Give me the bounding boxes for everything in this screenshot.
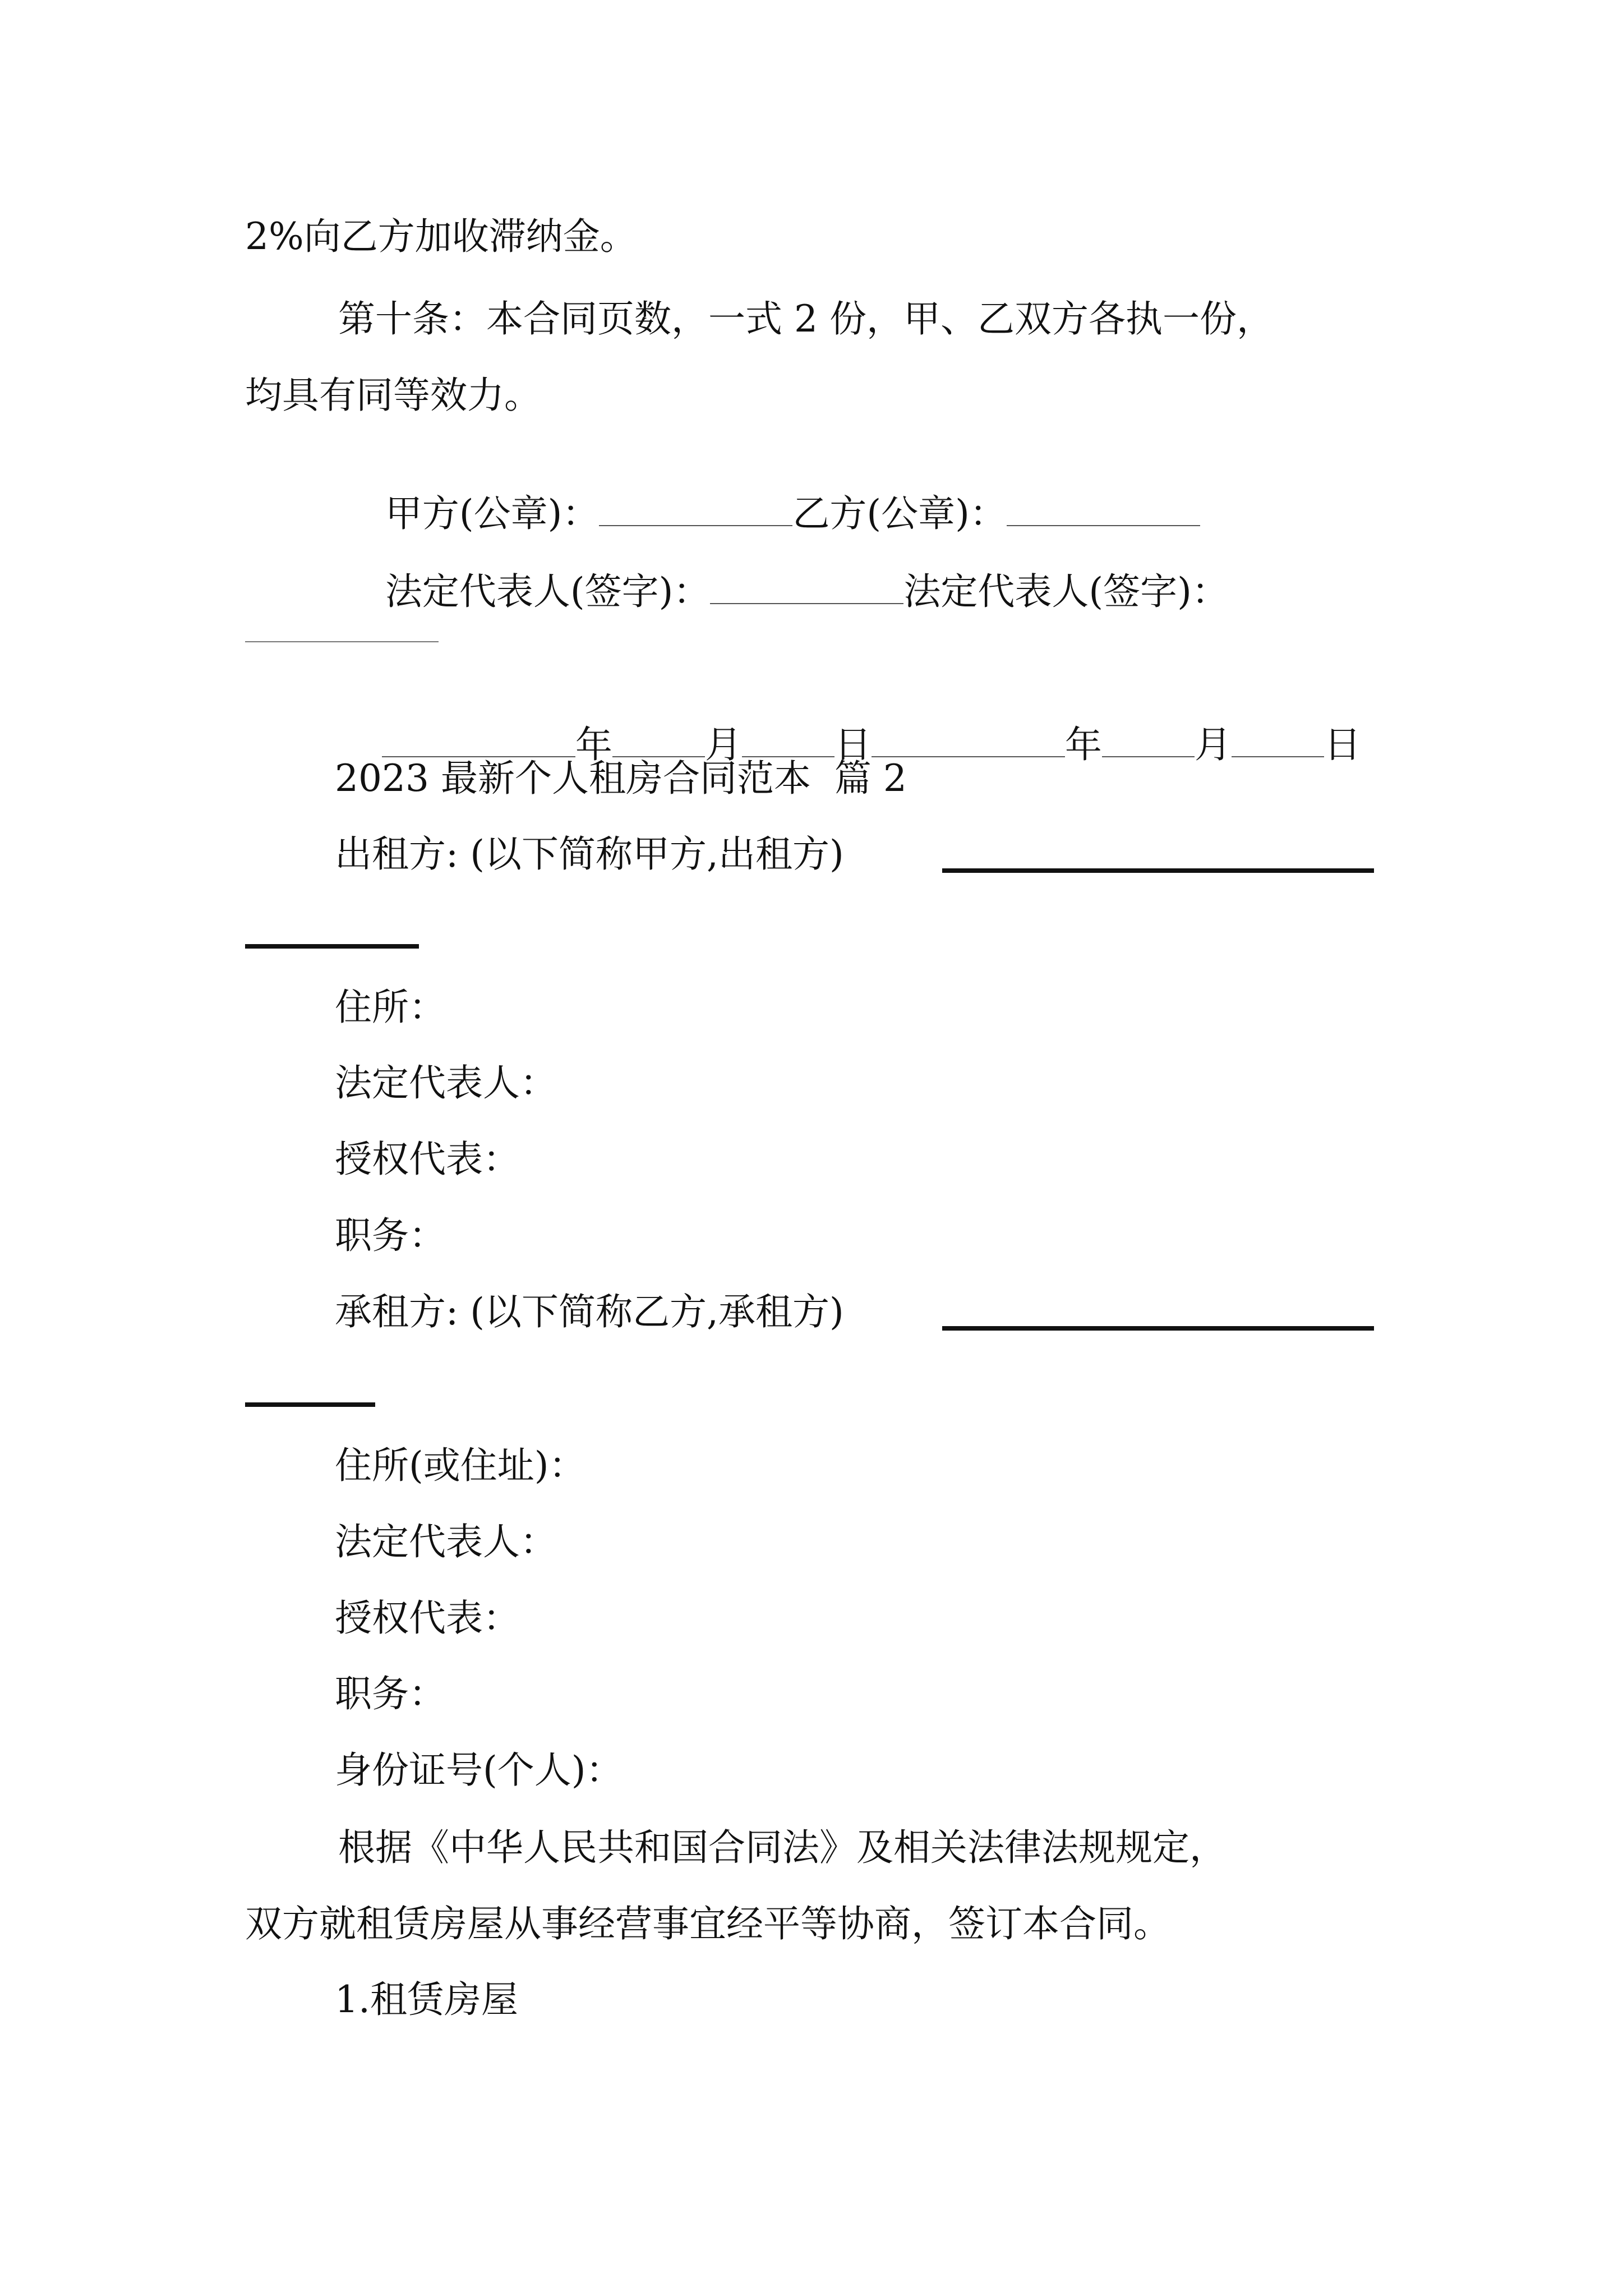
text-line: 均具有同等效力。	[245, 374, 541, 417]
party-a-seal-blank[interactable]	[599, 490, 792, 526]
text-line: 2%向乙方加收滞纳金。	[245, 215, 637, 258]
lessor-position: 职务：	[335, 1214, 446, 1257]
day-label: 日	[834, 723, 872, 766]
paragraph-line: 根据《中华人民共和国合同法》及相关法律法规规定，	[338, 1826, 1227, 1869]
year-label: 年	[575, 723, 612, 766]
lessee-name-blank-cont[interactable]	[245, 1402, 375, 1407]
month-blank[interactable]	[612, 721, 705, 757]
day-label: 日	[1324, 723, 1361, 766]
lessor-name-blank[interactable]	[942, 868, 1374, 873]
year-blank[interactable]	[872, 721, 1065, 757]
lessor-name-blank-cont[interactable]	[245, 944, 419, 949]
party-b-seal-label: 乙方(公章)：	[792, 492, 1007, 535]
clause-ten: 第十条：本合同页数，一式 2 份，甲、乙双方各执一份，	[338, 297, 1274, 341]
section-title: 2023 最新个人租房合同范本 篇 2	[335, 757, 907, 800]
lessee-id-number: 身份证号(个人)：	[335, 1749, 623, 1792]
year-blank[interactable]	[382, 721, 575, 757]
lessor-legal-rep: 法定代表人：	[335, 1061, 557, 1105]
day-blank[interactable]	[1232, 721, 1324, 757]
month-blank[interactable]	[1102, 721, 1195, 757]
lessee-name-blank[interactable]	[942, 1326, 1374, 1331]
lessor-heading: 出租方: (以下简称甲方,出租方)	[335, 832, 844, 876]
party-b-rep-blank[interactable]	[245, 641, 439, 642]
paragraph-line: 双方就租赁房屋从事经营事宜经平等协商，签订本合同。	[245, 1902, 1170, 1945]
lessor-address: 住所：	[335, 986, 446, 1029]
party-b-seal-blank[interactable]	[1007, 490, 1200, 526]
month-label: 月	[704, 723, 742, 766]
party-b-rep-label: 法定代表人(签字)：	[903, 570, 1229, 613]
lessee-address: 住所(或住址)：	[335, 1444, 586, 1487]
month-label: 月	[1194, 723, 1232, 766]
lessee-auth-rep: 授权代表：	[335, 1596, 520, 1640]
lessor-auth-rep: 授权代表：	[335, 1138, 520, 1181]
signature-rep-line	[338, 531, 1229, 647]
party-a-rep-label: 法定代表人(签字)：	[385, 570, 711, 613]
lessee-heading: 承租方: (以下简称乙方,承租方)	[335, 1290, 844, 1333]
party-a-seal-label: 甲方(公章)：	[385, 492, 600, 535]
lessee-position: 职务：	[335, 1672, 446, 1715]
day-blank[interactable]	[742, 721, 834, 757]
item-heading: 1.租赁房屋	[335, 1978, 518, 2021]
year-label: 年	[1064, 723, 1102, 766]
lessee-legal-rep: 法定代表人：	[335, 1520, 557, 1563]
party-a-rep-blank[interactable]	[710, 568, 903, 604]
